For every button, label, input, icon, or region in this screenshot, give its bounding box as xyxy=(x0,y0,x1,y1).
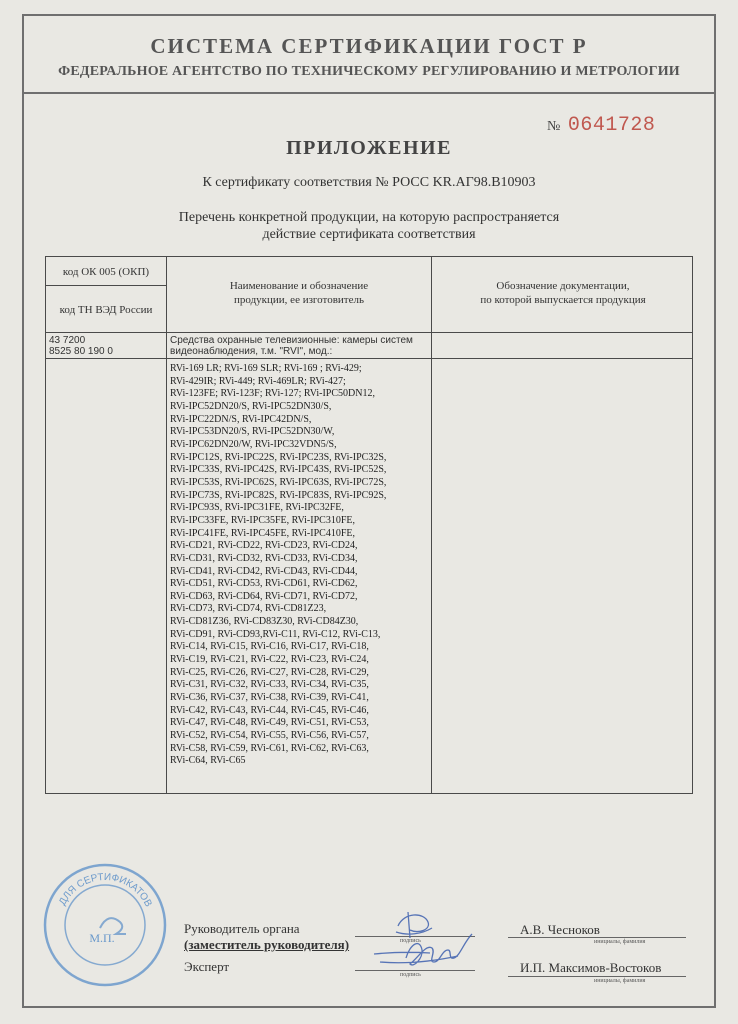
model-row: RVi-C14, RVi-C15, RVi-C16, RVi-C17, RVi-C18, xyxy=(170,641,369,653)
col-docs-header-line1: Обозначение документации, xyxy=(496,280,630,292)
certification-stamp xyxy=(40,860,170,990)
model-row: RVi-C31, RVi-C32, RVi-C33, RVi-C34, RVi-C35, xyxy=(170,679,369,691)
model-list xyxy=(170,363,386,768)
handwritten-signatures xyxy=(370,902,480,982)
model-row: RVi-C52, RVi-C54, RVi-C55, RVi-C56, RVi-C57, xyxy=(170,730,369,742)
head-name: А.В. Чесноков xyxy=(520,922,600,937)
col-product-header xyxy=(167,279,431,307)
model-row: RVi-C25, RVi-C26, RVi-C27, RVi-C28, RVi-C29, xyxy=(170,666,369,678)
model-row: RVi-429IR; RVi-449; RVi-469LR; RVi-427; xyxy=(170,375,346,387)
model-row: RVi-C36, RVi-C37, RVi-C38, RVi-C39, RVi-C41, xyxy=(170,692,369,704)
product-intro-line2: видеонаблюдения, т.м. "RVI", мод.: xyxy=(170,346,333,357)
model-row: RVi-CD31, RVi-CD32, RVi-CD33, RVi-CD34, xyxy=(170,552,358,564)
document-title: ПРИЛОЖЕНИЕ xyxy=(286,137,452,159)
expert-label: Эксперт xyxy=(184,959,230,974)
model-row: RVi-C42, RVi-C43, RVi-C44, RVi-C45, RVi-C46, xyxy=(170,704,369,716)
stamp-inner-ring xyxy=(65,885,145,965)
model-row: RVi-IPC62DN20/W, RVi-IPC32VDN5/S, xyxy=(170,438,337,450)
expert-name-line xyxy=(508,976,686,977)
col-product-header-line1: Наименование и обозначение xyxy=(229,280,369,292)
model-row: RVi-IPC53DN20/S, RVi-IPC52DN30/W, xyxy=(170,426,335,438)
stamp-mp-label: М.П. xyxy=(89,931,115,945)
list-heading-line1: Перечень конкретной продукции, на которую распространяется xyxy=(178,210,560,225)
head-of-body-label: Руководитель органа xyxy=(184,921,300,936)
col-docs-header-line2: по которой выпускается продукция xyxy=(480,294,646,306)
model-row: RVi-IPC41FE, RVi-IPC45FE, RVi-IPC410FE, xyxy=(170,527,355,539)
model-row: RVi-C58, RVi-C59, RVi-C61, RVi-C62, RVi-C63, xyxy=(170,742,369,754)
serial-prefix: № xyxy=(547,119,561,134)
expert-name: И.П. Максимов-Востоков xyxy=(520,960,662,975)
table-header-divider xyxy=(46,332,692,333)
model-row: RVi-C47, RVi-C48, RVi-C49, RVi-C51, RVi-C53, xyxy=(170,717,369,729)
model-row: RVi-IPC53S, RVi-IPC62S, RVi-IPC63S, RVi-IPC72S, xyxy=(170,476,387,488)
model-row: RVi-CD63, RVi-CD64, RVi-CD71, RVi-CD72, xyxy=(170,590,358,602)
model-row: RVi-CD21, RVi-CD22, RVi-CD23, RVi-CD24, xyxy=(170,540,358,552)
expert-signature-icon xyxy=(374,934,472,965)
head-signature-icon xyxy=(396,912,432,938)
tnved-code: 8525 80 190 0 xyxy=(49,346,113,357)
model-row: RVi-CD91, RVi-CD93,RVi-C11, RVi-C12, RVi-C13, xyxy=(170,628,381,640)
model-row: RVi-IPC73S, RVi-IPC82S, RVi-IPC83S, RVi-IPC92S, xyxy=(170,489,387,501)
model-row: RVi-IPC93S, RVi-IPC31FE, RVi-IPC32FE, xyxy=(170,502,344,514)
model-row: RVi-123FE; RVi-123F; RVi-127; RVi-IPC50DN12, xyxy=(170,388,375,400)
list-heading xyxy=(24,209,714,243)
table-col-divider-1 xyxy=(166,257,167,793)
deputy-label: (заместитель руководителя) xyxy=(184,937,350,952)
certificate-reference: К сертификату соответствия № РОСС KR.АГ98.В10903 xyxy=(202,175,536,190)
product-table xyxy=(45,256,693,794)
col-docs-header xyxy=(432,279,694,307)
model-row: RVi-CD41, RVi-CD42, RVi-CD43, RVi-CD44, xyxy=(170,565,358,577)
code-head-divider xyxy=(46,285,166,286)
expert-name-caption: инициалы, фамилия xyxy=(594,978,646,984)
model-row: RVi-IPC22DN/S, RVi-IPC42DN/S, xyxy=(170,413,312,425)
model-row: RVi-C19, RVi-C21, RVi-C22, RVi-C23, RVi-C24, xyxy=(170,654,369,666)
model-row: RVi-CD73, RVi-CD74, RVi-CD81Z23, xyxy=(170,603,327,615)
model-row: RVi-IPC52DN20/S, RVi-IPC52DN30/S, xyxy=(170,400,332,412)
head-name-line xyxy=(508,937,686,938)
model-row: RVi-C64, RVi-C65 xyxy=(170,755,246,767)
head-name-caption: инициалы, фамилия xyxy=(594,939,646,945)
serial-value: 0641728 xyxy=(567,114,656,137)
model-row: RVi-IPC33FE, RVi-IPC35FE, RVi-IPC310FE, xyxy=(170,514,355,526)
header-divider xyxy=(24,92,714,94)
model-row: RVi-169 LR; RVi-169 SLR; RVi-169 ; RVi-429; xyxy=(170,363,362,374)
model-row: RVi-CD51, RVi-CD53, RVi-CD61, RVi-CD62, xyxy=(170,578,358,590)
model-row: RVi-IPC33S, RVi-IPC42S, RVi-IPC43S, RVi-IPC52S, xyxy=(170,464,387,476)
expert-signature-caption: подпись xyxy=(400,972,421,978)
col-okp-header: код ОК 005 (ОКП) xyxy=(62,266,150,278)
list-heading-line2: действие сертификата соответствия xyxy=(262,227,476,242)
product-intro-line1: Средства охранные телевизионные: камеры систем xyxy=(170,335,413,346)
model-row: RVi-CD81Z36, RVi-CD83Z30, RVi-CD84Z30, xyxy=(170,616,359,628)
col-tnved-header: код ТН ВЭД России xyxy=(59,304,153,316)
stamp-outer-ring xyxy=(45,865,165,985)
table-col-divider-2 xyxy=(431,257,432,793)
serial-number xyxy=(547,114,655,137)
col-product-header-line2: продукции, ее изготовитель xyxy=(234,294,364,306)
table-intro-divider xyxy=(46,358,692,359)
stamp-arc-text: ДЛЯ СЕРТИФИКАТОВ xyxy=(57,871,154,909)
system-title: СИСТЕМА СЕРТИФИКАЦИИ ГОСТ Р xyxy=(150,34,588,58)
head-signature-caption: подпись xyxy=(400,938,421,944)
agency-name: ФЕДЕРАЛЬНОЕ АГЕНТСТВО ПО ТЕХНИЧЕСКОМУ РЕГУЛИРОВАНИЮ И МЕТРОЛОГИИ xyxy=(58,64,680,79)
model-row: RVi-IPC12S, RVi-IPC22S, RVi-IPC23S, RVi-IPC32S, xyxy=(170,451,387,463)
okp-code: 43 7200 xyxy=(49,335,86,346)
